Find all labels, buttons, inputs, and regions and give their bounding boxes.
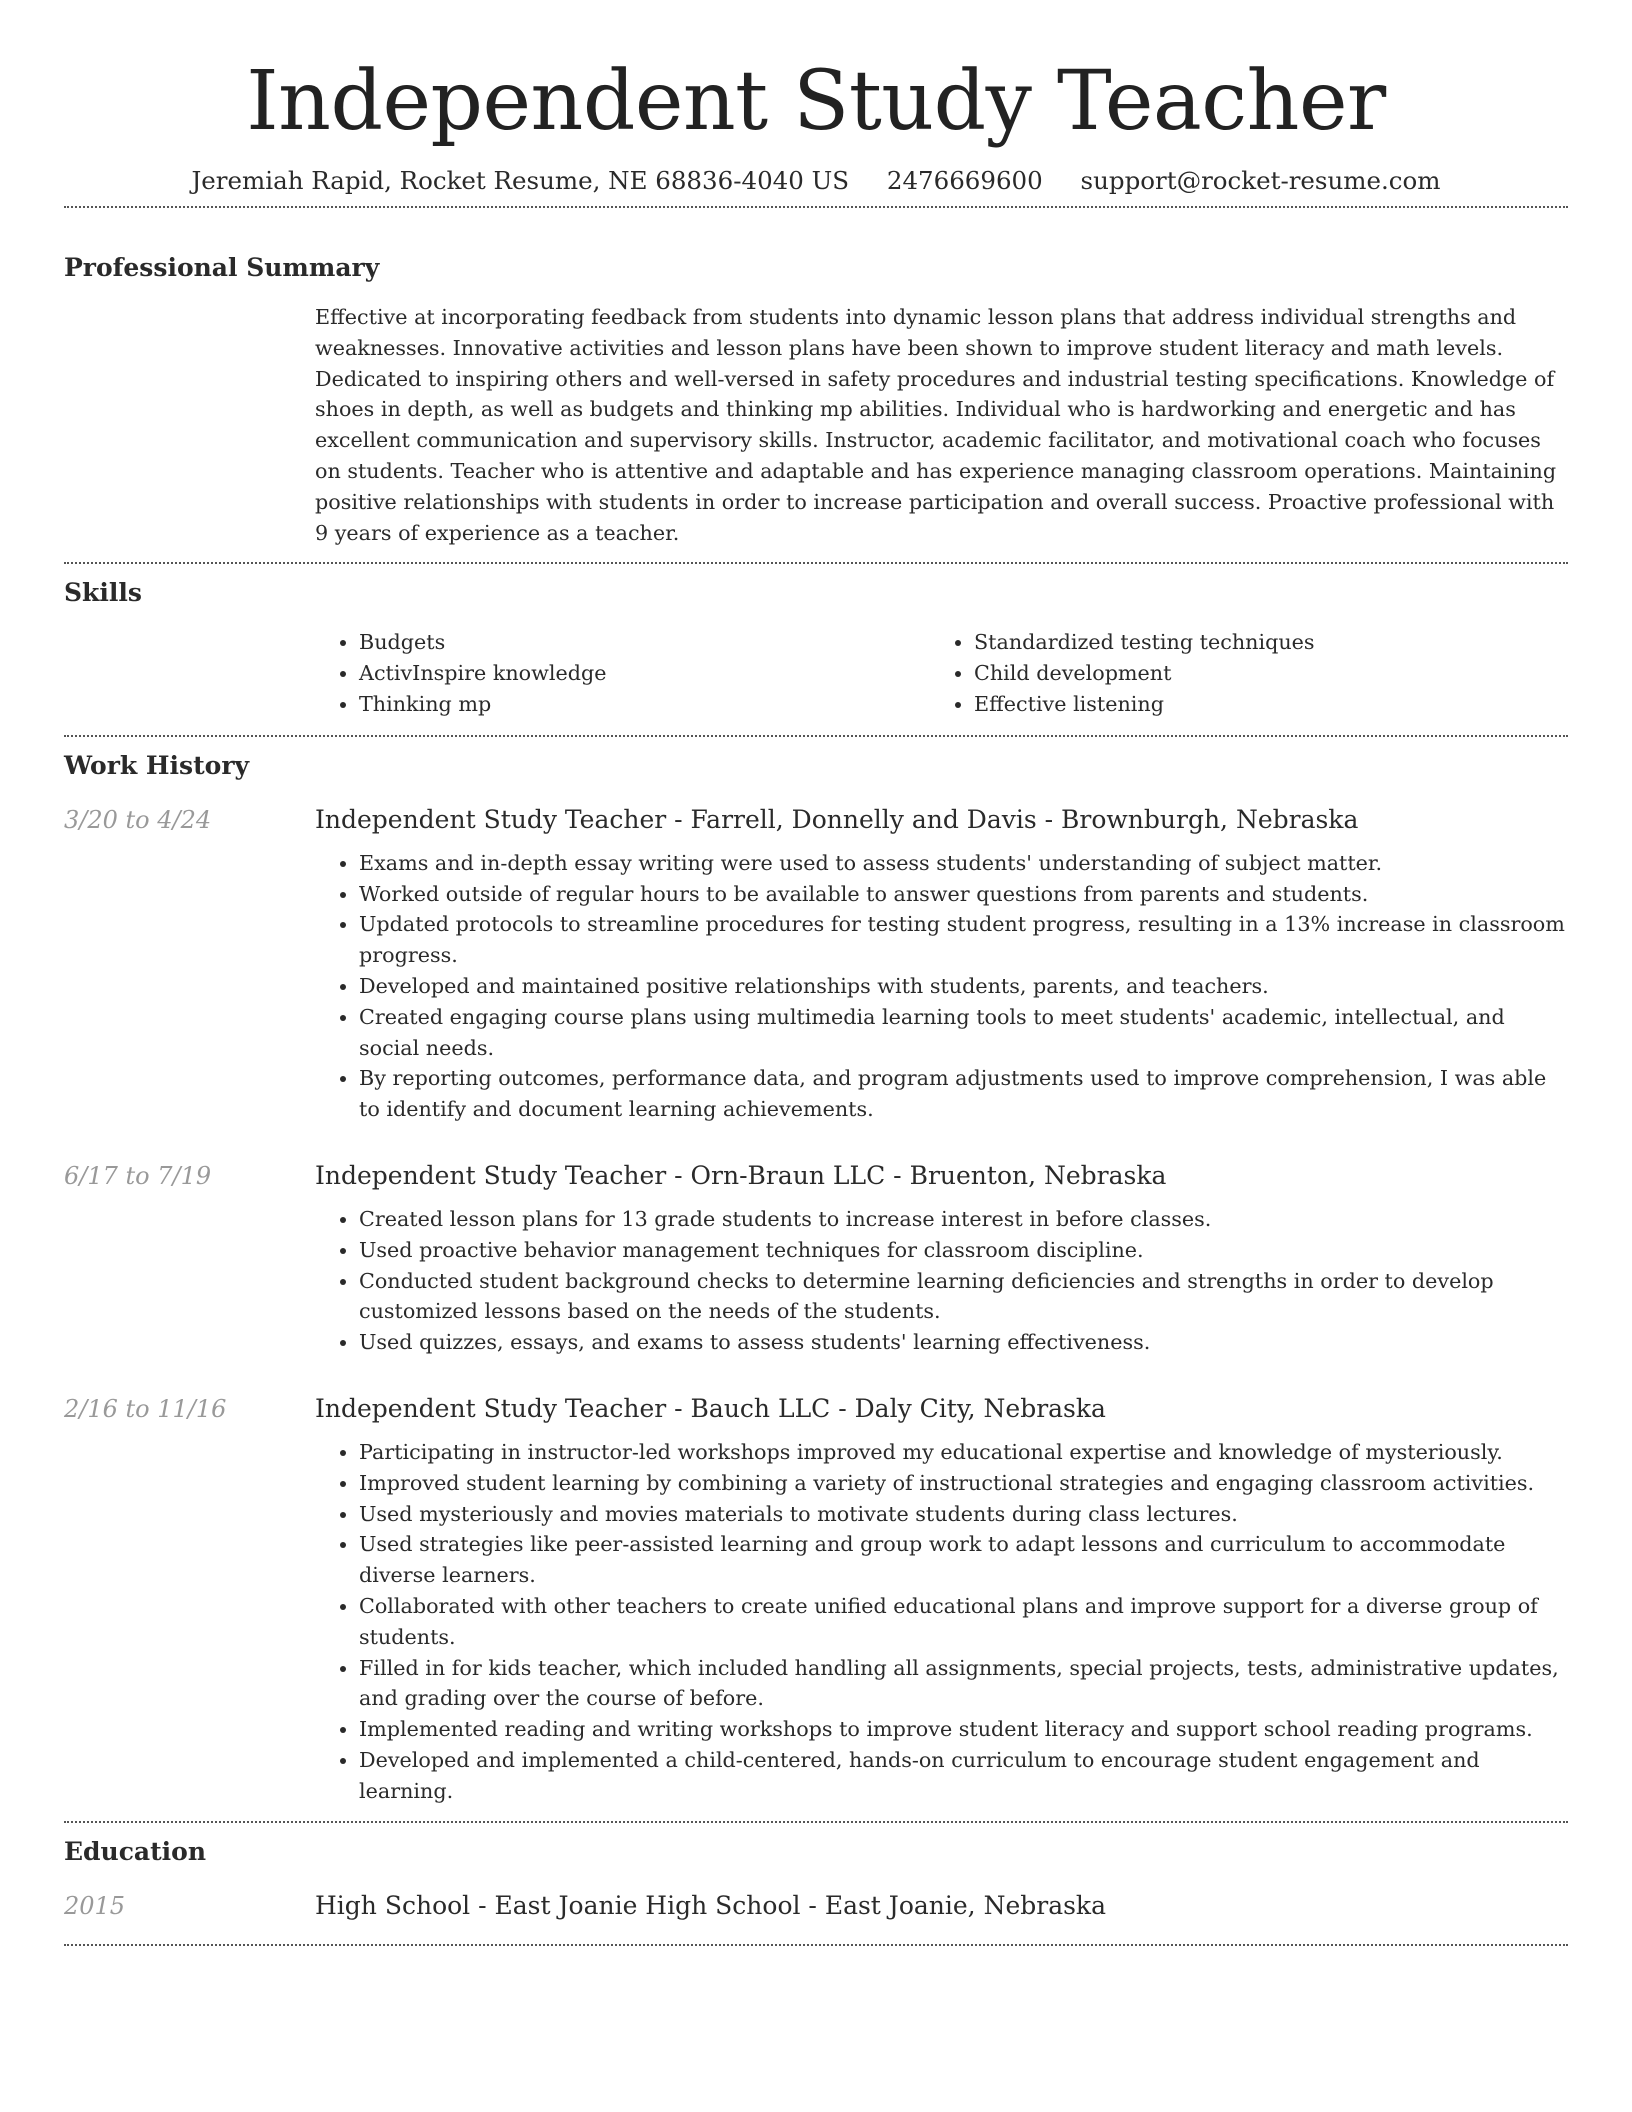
job-bullet: • Implemented reading and writing workshops to improve student literacy and support school reading programs. <box>359 1714 1568 1745</box>
job-entry <box>64 1391 1568 1807</box>
job-bullet: • By reporting outcomes, performance data, and program adjustments used to improve comprehension, I was able to identify and document learning achievements. <box>359 1063 1568 1125</box>
job-entry <box>64 802 1568 1125</box>
job-bullet: • Created engaging course plans using multimedia learning tools to meet students' academic, intellectual, and social needs. <box>359 1002 1568 1064</box>
skill-item: • Child development <box>974 658 1545 689</box>
job-bullets <box>315 1204 1568 1358</box>
skills-column-left <box>315 627 930 719</box>
job-bullet: • Conducted student background checks to determine learning deficiencies and strengths in order to develop customized lessons based on the needs of the students. <box>359 1266 1568 1328</box>
work-heading: Work History <box>64 750 250 780</box>
job-title: Independent Study Teacher - Farrell, Donnelly and Davis - Brownburgh, Nebraska <box>315 804 1359 834</box>
skill-item: • Thinking mp <box>359 689 930 720</box>
contact-phone: 2476669600 <box>886 166 1043 195</box>
contact-address: Jeremiah Rapid, Rocket Resume, NE 68836-4040 US <box>191 166 850 195</box>
job-bullet: • Used strategies like peer-assisted learning and group work to adapt lessons and curriculum to accommodate diverse learners. <box>359 1529 1568 1591</box>
job-bullet: • Used quizzes, essays, and exams to assess students' learning effectiveness. <box>359 1327 1568 1358</box>
job-dates: 6/17 to 7/19 <box>64 1161 212 1190</box>
education-heading: Education <box>64 1837 207 1867</box>
skill-item: • Effective listening <box>974 689 1545 720</box>
job-bullet: • Worked outside of regular hours to be available to answer questions from parents and students. <box>359 879 1568 910</box>
job-bullet: • Collaborated with other teachers to create unified educational plans and improve support for a diverse group of students. <box>359 1591 1568 1653</box>
job-dates: 2/16 to 11/16 <box>64 1394 227 1423</box>
job-bullet: • Developed and implemented a child-centered, hands-on curriculum to encourage student engagement and learning. <box>359 1745 1568 1807</box>
contact-email: support@rocket-resume.com <box>1080 166 1441 195</box>
job-bullet: • Participating in instructor-led workshops improved my educational expertise and knowledge of mysteriously. <box>359 1437 1568 1468</box>
skill-item: • ActivInspire knowledge <box>359 658 930 689</box>
job-bullet: • Used proactive behavior management techniques for classroom discipline. <box>359 1235 1568 1266</box>
divider <box>64 562 1568 564</box>
skill-item: • Budgets <box>359 627 930 658</box>
resume-title: Independent Study Teacher <box>246 54 1386 149</box>
job-bullets <box>315 848 1568 1125</box>
skills-column-right <box>930 627 1545 719</box>
education-entry <box>64 1888 1568 1924</box>
divider <box>64 206 1568 208</box>
job-bullet: • Developed and maintained positive relationships with students, parents, and teachers. <box>359 971 1568 1002</box>
divider <box>64 1944 1568 1946</box>
skills-list <box>315 627 1568 719</box>
resume-page <box>64 0 1568 1946</box>
job-bullet: • Filled in for kids teacher, which included handling all assignments, special projects, tests, administrative updates, and grading over the course of before. <box>359 1653 1568 1715</box>
education-dates: 2015 <box>64 1892 126 1921</box>
job-bullet: • Used mysteriously and movies materials to motivate students during class lectures. <box>359 1499 1568 1530</box>
job-bullet: • Improved student learning by combining a variety of instructional strategies and engaging classroom activities. <box>359 1468 1568 1499</box>
education-title: High School - East Joanie High School - East Joanie, Nebraska <box>315 1891 1106 1921</box>
job-bullet: • Exams and in-depth essay writing were used to assess students' understanding of subject matter. <box>359 848 1568 879</box>
summary-heading: Professional Summary <box>64 253 380 282</box>
job-dates: 3/20 to 4/24 <box>64 805 212 834</box>
summary-text: Effective at incorporating feedback from students into dynamic lesson plans that address individual strengths and weaknesses. Innovative activities and lesson plans have been shown to improve student literacy and math levels. Dedicated to inspiring others and well-versed in safety procedures and industrial testing specifications. Knowledge of shoes in depth, as well as budgets and thinking mp abilities. Individual who is hardworking and energetic and has excellent communication and supervisory skills. Instructor, academic facilitator, and motivational coach who focuses on students. Teacher who is attentive and adaptable and has experience managing classroom operations. Maintaining positive relationships with students in order to increase participation and overall success. Proactive professional with 9 years of experience as a teacher. <box>315 305 1557 545</box>
job-entry <box>64 1158 1568 1358</box>
skills-heading: Skills <box>64 578 142 608</box>
divider <box>64 735 1568 737</box>
skill-item: • Standardized testing techniques <box>974 627 1545 658</box>
divider <box>64 1821 1568 1823</box>
contact-line <box>64 166 1568 206</box>
job-bullet: • Created lesson plans for 13 grade students to increase interest in before classes. <box>359 1204 1568 1235</box>
job-title: Independent Study Teacher - Orn-Braun LLC - Bruenton, Nebraska <box>315 1160 1167 1190</box>
job-bullet: • Updated protocols to streamline procedures for testing student progress, resulting in a 13% increase in classroom progress. <box>359 909 1568 971</box>
job-title: Independent Study Teacher - Bauch LLC - Daly City, Nebraska <box>315 1393 1106 1423</box>
job-bullets <box>315 1437 1568 1807</box>
